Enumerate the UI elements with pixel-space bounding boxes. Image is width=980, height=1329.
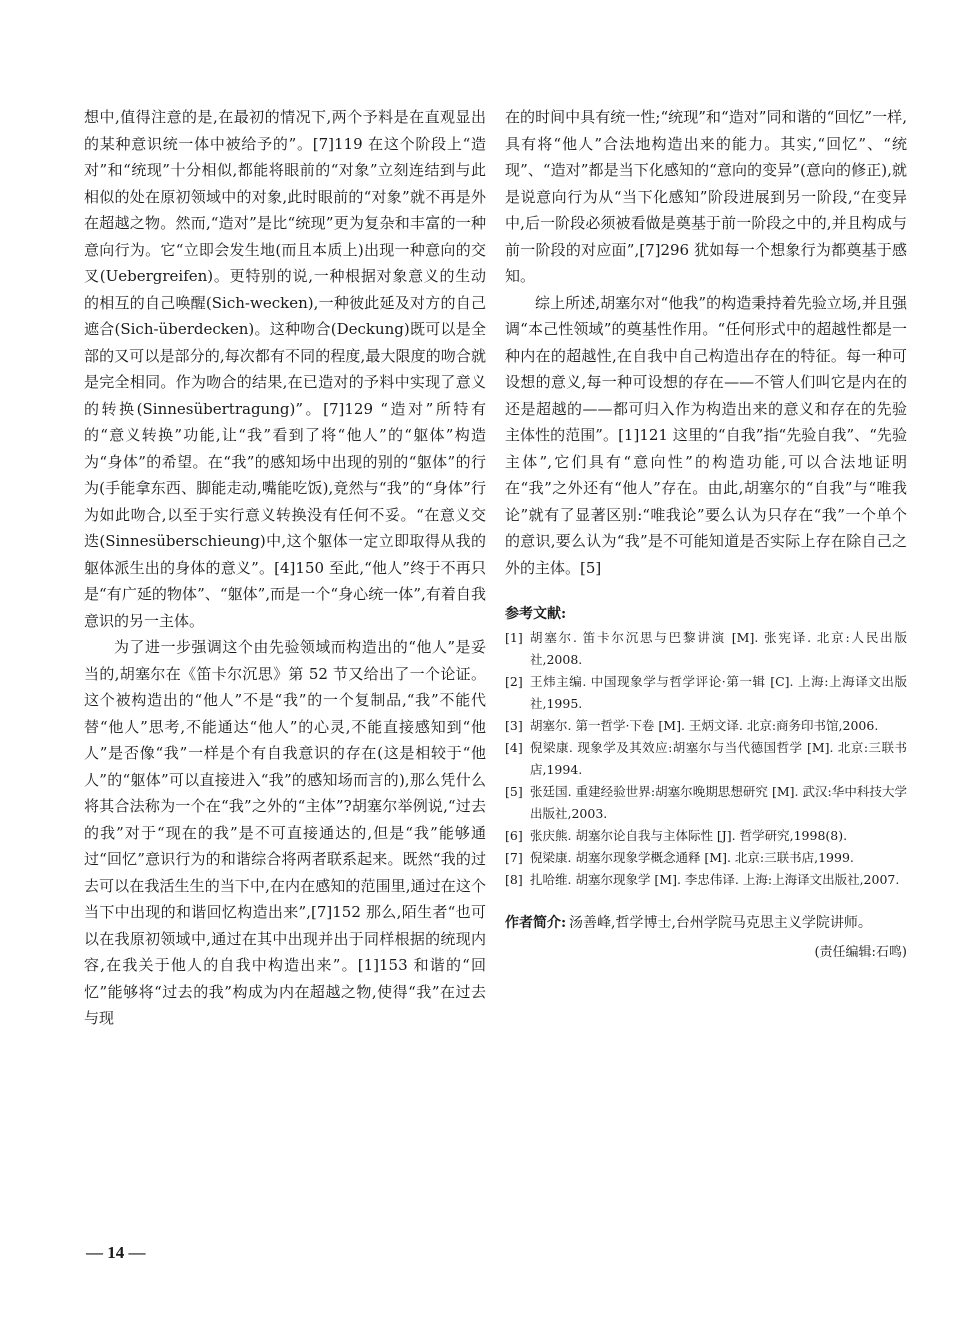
reference-text: 胡塞尔. 笛卡尔沉思与巴黎讲演 [M]. 张宪译. 北京:人民出版社,2008. <box>530 630 907 667</box>
reference-number: [6] <box>505 828 523 843</box>
reference-item <box>505 847 907 869</box>
reference-number: [2] <box>505 674 523 689</box>
body-paragraph: 在的时间中具有统一性;“统现”和“造对”同和谐的“回忆”一样,具有将“他人”合法地构造出来的能力。其实,“回忆”、“统现”、“造对”都是当下化感知的“意向的变异”(意向的修正),就是说意向行为从“当下化感知”阶段进展到另一阶段,“在变异中,后一阶段必须被看做是奠基于前一阶段之中的,并且构成与前一阶段的对应面”,[7]296 犹如每一个想象行为都奠基于感知。 <box>505 108 907 285</box>
reference-item <box>505 737 907 781</box>
reference-text: 倪梁康. 现象学及其效应:胡塞尔与当代德国哲学 [M]. 北京:三联书店,1994. <box>530 740 907 777</box>
reference-text: 张庆熊. 胡塞尔论自我与主体际性 [J]. 哲学研究,1998(8). <box>530 828 848 843</box>
reference-item <box>505 825 907 847</box>
author-bio <box>505 911 907 936</box>
reference-number: [4] <box>505 740 523 755</box>
left-column <box>84 104 486 1032</box>
reference-text: 倪梁康. 胡塞尔现象学概念通释 [M]. 北京:三联书店,1999. <box>530 850 854 865</box>
responsible-editor: (责任编辑:石鸣) <box>814 945 907 960</box>
body-paragraph: 综上所述,胡塞尔对“他我”的构造秉持着先验立场,并且强调“本己性领域”的奠基性作用。“任何形式中的超越性都是一种内在的超越性,在自我中自己构造出存在的特征。每一种可设想的意义,每一种可设想的存在——不管人们叫它是内在的还是超越的——都可归入作为构造出来的意义和存在的先验主体性的范围”。[1]121 这里的“自我”指“先验自我”、“先验主体”,它们具有“意向性”的构造功能,可以合法地证明在“我”之外还有“他人”存在。由此,胡塞尔的“自我”与“唯我论”就有了显著区别:“唯我论”要么认为只存在“我”一个单个的意识,要么认为“我”是不可能知道是否实际上存在除自己之外的主体。[5] <box>505 293 907 577</box>
reference-item <box>505 869 907 891</box>
author-text: 汤善峰,哲学博士,台州学院马克思主义学院讲师。 <box>569 915 872 931</box>
body-paragraph: 为了进一步强调这个由先验领域而构造出的“他人”是妥当的,胡塞尔在《笛卡尔沉思》第 52 节又给出了一个论证。这个被构造出的“他人”不是“我”的一个复制品,“我”不能代替“他人”思考,不能通达“他人”的心灵,不能直接感知到“他人”是否像“我”一样是个有自我意识的存在(这是相较于“他人”的“躯体”可以直接进入“我”的感知场而言的),那么凭什么将其合法称为一个在“我”之外的“主体”?胡塞尔举例说,“过去的我”对于“现在的我”是不可直接通达的,但是“我”能够通过“回忆”意识行为的和谐综合将两者联系起来。既然“我的过去可以在我活生生的当下中,在内在感知的范围里,通过在这个当下中出现的和谐回忆构造出来”,[7]152 那么,陌生者“也可以在我原初领域中,通过在其中出现并出于同样根据的统现内容,在我关于他人的自我中构造出来”。[1]153 和谐的“回忆”能够将“过去的我”构成为内在超越之物,使得“我”在过去与现 <box>84 638 486 1027</box>
reference-item <box>505 781 907 825</box>
body-paragraph: 想中,值得注意的是,在最初的情况下,两个予料是在直观显出的某种意识统一体中被给予的”。[7]119 在这个阶段上“造对”和“统现”十分相似,都能将眼前的“对象”立刻连结到与此相似的处在原初领域中的对象,此时眼前的“对象”就不再是外在超越之物。然而,“造对”是比“统现”更为复杂和丰富的一种意向行为。它“立即会发生地(而且本质上)出现一种意向的交叉(Uebergreifen)。更特别的说,一种根据对象意义的生动的相互的自己唤醒(Sich-wecken),一种彼此延及对方的自己遮合(Sich-überdecken)。这种吻合(Deckung)既可以是全部的又可以是部分的,每次都有不同的程度,最大限度的吻合就是完全相同。作为吻合的结果,在已造对的予料中实现了意义的转换(Sinnesübertragung)”。[7]129 “造对”所特有的“意义转换”功能,让“我”看到了将“他人”的“躯体”构造为“身体”的希望。在“我”的感知场中出现的别的“躯体”的行为(手能拿东西、脚能走动,嘴能吃饭),竟然与“我”的“身体”行为如此吻合,以至于实行意义转换没有任何不妥。“在意义交迭(Sinnesüberschieung)中,这个躯体一定立即取得从我的躯体派生出的身体的意义”。[4]150 至此,“他人”终于不再只是“有广延的物体”、“躯体”,而是一个“身心统一体”,有着自我意识的另一主体。 <box>84 108 486 630</box>
reference-text: 胡塞尔. 第一哲学·下卷 [M]. 王炳文译. 北京:商务印书馆,2006. <box>530 718 879 733</box>
reference-number: [1] <box>505 630 523 645</box>
references-heading: 参考文献: <box>505 606 567 622</box>
reference-text: 张廷国. 重建经验世界:胡塞尔晚期思想研究 [M]. 武汉:华中科技大学出版社,2003. <box>530 784 907 821</box>
reference-text: 扎哈维. 胡塞尔现象学 [M]. 李忠伟译. 上海:上海译文出版社,2007. <box>530 872 900 887</box>
reference-number: [8] <box>505 872 523 887</box>
reference-number: [3] <box>505 718 523 733</box>
reference-item <box>505 715 907 737</box>
reference-number: [5] <box>505 784 523 799</box>
right-column <box>505 104 907 964</box>
page-number: — 14 — <box>86 1243 146 1262</box>
reference-item <box>505 627 907 671</box>
author-label: 作者简介: <box>505 915 567 931</box>
references-section <box>505 603 907 891</box>
reference-item <box>505 671 907 715</box>
reference-text: 王炜主编. 中国现象学与哲学评论·第一辑 [C]. 上海:上海译文出版社,1995. <box>530 674 907 711</box>
reference-number: [7] <box>505 850 523 865</box>
